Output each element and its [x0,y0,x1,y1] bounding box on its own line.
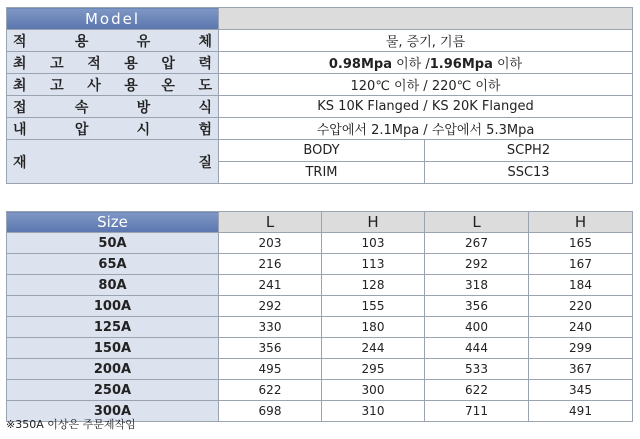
size-value: 103 [322,233,425,254]
table-row [7,296,633,317]
col-header-l-2: L [425,212,529,233]
size-value: 203 [219,233,322,254]
col-header-h-2: H [529,212,633,233]
size-value: 240 [529,317,633,338]
size-value: 356 [219,338,322,359]
table-row [7,254,633,275]
col-header-l-1: L [219,212,322,233]
table-row [7,359,633,380]
size-value: 267 [425,233,529,254]
size-value: 698 [219,401,322,422]
label-connection: 접 속 방 식 [7,96,219,118]
size-value: 318 [425,275,529,296]
size-value: 220 [529,296,633,317]
size-value: 356 [425,296,529,317]
size-value: 167 [529,254,633,275]
size-value: 165 [529,233,633,254]
size-label: 125A [7,317,219,338]
material-part-body: BODY [219,140,425,162]
size-label: 80A [7,275,219,296]
label-material: 재 질 [7,140,219,184]
size-value: 367 [529,359,633,380]
size-value: 180 [322,317,425,338]
size-value: 244 [322,338,425,359]
size-value: 300 [322,380,425,401]
material-value-trim: SSC13 [425,162,633,184]
footnote: ※350A 이상은 주문제작임 [6,418,136,431]
size-label: 300A [7,401,219,422]
value-max-pressure: 0.98Mpa 이하 /1.96Mpa 이하 [219,52,633,74]
model-header-blank [219,8,633,30]
label-fluid: 적 용 유 체 [7,30,219,52]
size-value: 128 [322,275,425,296]
size-label: 50A [7,233,219,254]
value-max-temp: 120℃ 이하 / 220℃ 이하 [219,74,633,96]
size-table [6,211,633,422]
label-max-pressure: 최 고 적 용 압 력 [7,52,219,74]
size-value: 330 [219,317,322,338]
table-row [7,380,633,401]
size-value: 400 [425,317,529,338]
size-value: 444 [425,338,529,359]
size-value: 310 [322,401,425,422]
size-value: 292 [219,296,322,317]
table-row [7,338,633,359]
size-value: 184 [529,275,633,296]
material-value-body: SCPH2 [425,140,633,162]
size-label: 200A [7,359,219,380]
value-fluid: 물, 증기, 기름 [219,30,633,52]
spec-table [6,7,633,184]
label-max-temp: 최 고 사 용 온 도 [7,74,219,96]
size-value: 216 [219,254,322,275]
size-value: 292 [425,254,529,275]
size-value: 622 [219,380,322,401]
table-row [7,275,633,296]
size-value: 491 [529,401,633,422]
col-header-h-1: H [322,212,425,233]
label-pressure-test: 내 압 시 험 [7,118,219,140]
size-label: 65A [7,254,219,275]
table-row [7,317,633,338]
size-value: 533 [425,359,529,380]
value-pressure-test: 수압에서 2.1Mpa / 수압에서 5.3Mpa [219,118,633,140]
size-value: 299 [529,338,633,359]
size-value: 241 [219,275,322,296]
size-value: 622 [425,380,529,401]
size-header: Size [7,212,219,233]
size-value: 495 [219,359,322,380]
size-value: 295 [322,359,425,380]
size-value: 345 [529,380,633,401]
size-label: 250A [7,380,219,401]
size-value: 711 [425,401,529,422]
table-row [7,233,633,254]
model-header: Model [7,8,219,30]
value-connection: KS 10K Flanged / KS 20K Flanged [219,96,633,118]
size-label: 150A [7,338,219,359]
material-part-trim: TRIM [219,162,425,184]
size-label: 100A [7,296,219,317]
size-value: 155 [322,296,425,317]
size-value: 113 [322,254,425,275]
